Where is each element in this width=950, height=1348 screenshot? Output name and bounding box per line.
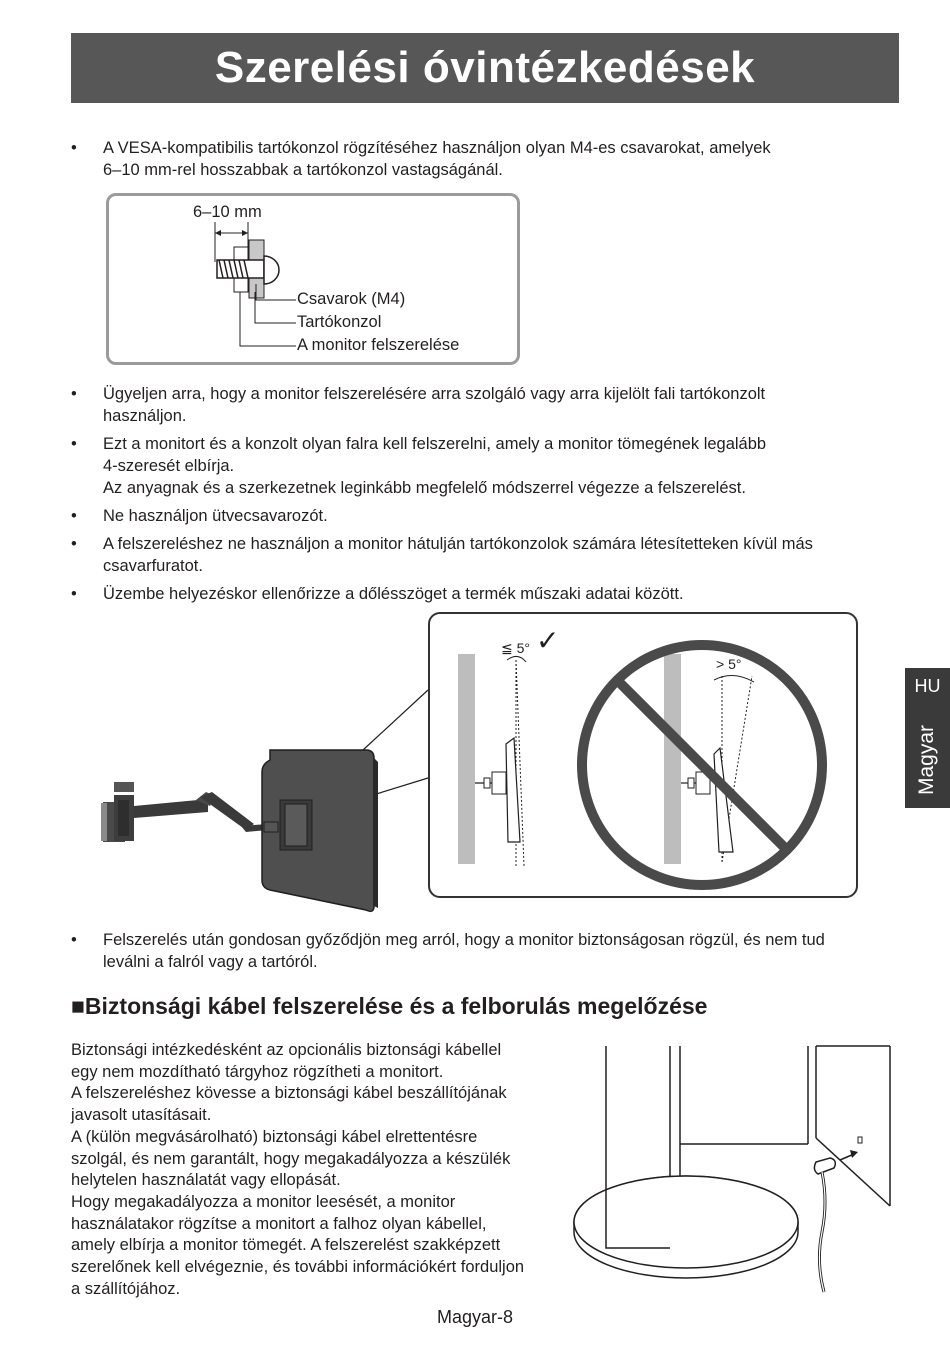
language-tab <box>905 668 950 808</box>
section-paragraph <box>71 1040 571 1300</box>
list-item <box>71 383 906 427</box>
bracket-label: Tartókonzol <box>297 313 382 331</box>
bullet-text: leválni a falról vagy a tartóról. <box>103 953 318 971</box>
screw-illustration <box>200 222 280 352</box>
tilt-illustration <box>428 612 858 898</box>
title-bar <box>71 33 899 103</box>
paragraph-line: helytelen használatát vagy ellopását. <box>71 1171 341 1190</box>
list-item <box>71 583 906 605</box>
section-heading-text: Biztonsági kábel felszerelése és a felborulás megelőzése <box>84 993 708 1019</box>
bullet-marker: • <box>71 507 77 525</box>
bullet-marker: • <box>71 585 77 603</box>
ok-angle-label: ≦ 5° <box>501 640 531 656</box>
paragraph-line: használatakor rögzítse a monitort a falhoz olyan kábellel, <box>71 1214 487 1233</box>
list-item <box>71 929 906 973</box>
bullet-text: Ne használjon ütvecsavarozót. <box>103 507 328 525</box>
list-item <box>71 137 906 181</box>
section-heading <box>71 993 707 1020</box>
paragraph-line: a szállítójához. <box>71 1279 181 1298</box>
screws-label: Csavarok (M4) <box>297 290 406 308</box>
paragraph-line: A felszereléshez kövesse a biztonsági kábel beszállítójának <box>71 1084 507 1103</box>
paragraph-line: egy nem mozdítható tárgyhoz rögzítheti a monitort. <box>71 1062 444 1081</box>
language-name: Magyar <box>915 724 938 796</box>
wall-ok <box>458 654 475 864</box>
paragraph-line: amely elbírja a monitor tömegét. A felszerelést szakképzett <box>71 1236 501 1255</box>
wall-arm-monitor-illustration <box>98 740 398 920</box>
bullet-text: 6–10 mm-rel hosszabbak a tartókonzol vastagságánál. <box>103 161 503 179</box>
wall-ng <box>664 654 681 864</box>
monitor-mount-label: A monitor felszerelése <box>297 336 460 354</box>
paragraph-line: szolgál, és nem garantált, hogy megakadályozza a készülék <box>71 1149 511 1168</box>
bullet-marker: • <box>71 139 77 157</box>
security-cable-illustration <box>572 1042 862 1302</box>
bullet-text: Felszerelés után gondosan győződjön meg arról, hogy a monitor biztonságosan rögzül, és nem tud <box>103 931 825 949</box>
list-item <box>71 433 906 499</box>
paragraph-line: szerelőnek kell elvégeznie, és további információkért forduljon <box>71 1258 525 1277</box>
bullet-text: A VESA-kompatibilis tartókonzol rögzítéséhez használjon olyan M4-es csavarokat, amelyek <box>103 139 771 157</box>
bullet-text: Ezt a monitort és a konzolt olyan falra kell felszerelni, amely a monitor tömegének legalább <box>103 435 767 453</box>
section-marker: ■ <box>71 993 85 1019</box>
bullet-marker: • <box>71 385 77 403</box>
language-code: HU <box>914 676 941 696</box>
bullet-text: csavarfuratot. <box>103 557 203 575</box>
bullet-text: A felszereléshez ne használjon a monitor hátulján tartókonzolok számára létesítetteken kívül más <box>103 535 813 553</box>
paragraph-line: Hogy megakadályozza a monitor leesését, a monitor <box>71 1192 456 1211</box>
list-item <box>71 533 906 577</box>
bullet-text: 4-szeresét elbírja. <box>103 457 235 475</box>
paragraph-line: Biztonsági intézkedésként az opcionális biztonsági kábellel <box>71 1041 502 1059</box>
page-title: Szerelési óvintézkedések <box>214 43 756 92</box>
paragraph-line: javasolt utasításait. <box>71 1106 212 1125</box>
bullet-text: Az anyagnak és a szerkezetnek leginkább megfelelő módszerrel végezze a felszerelést. <box>103 479 746 497</box>
bullet-text: Üzembe helyezéskor ellenőrizze a dőlésszöget a termék műszaki adatai között. <box>103 585 684 603</box>
bullet-marker: • <box>71 435 77 453</box>
paragraph-line: A (külön megvásárolható) biztonsági kábel elrettentésre <box>71 1127 478 1146</box>
bullet-marker: • <box>71 931 77 949</box>
bullet-marker: • <box>71 535 77 553</box>
page-number: Magyar-8 <box>436 1307 514 1327</box>
bullet-text: Ügyeljen arra, hogy a monitor felszerelésére arra szolgáló vagy arra kijelölt fali tartókonzolt <box>103 385 766 403</box>
list-item <box>71 505 906 527</box>
ng-angle-label: > 5° <box>716 656 742 672</box>
bullet-text: használjon. <box>103 407 187 425</box>
check-icon: ✓ <box>536 625 560 656</box>
dimension-label: 6–10 mm <box>193 203 262 221</box>
